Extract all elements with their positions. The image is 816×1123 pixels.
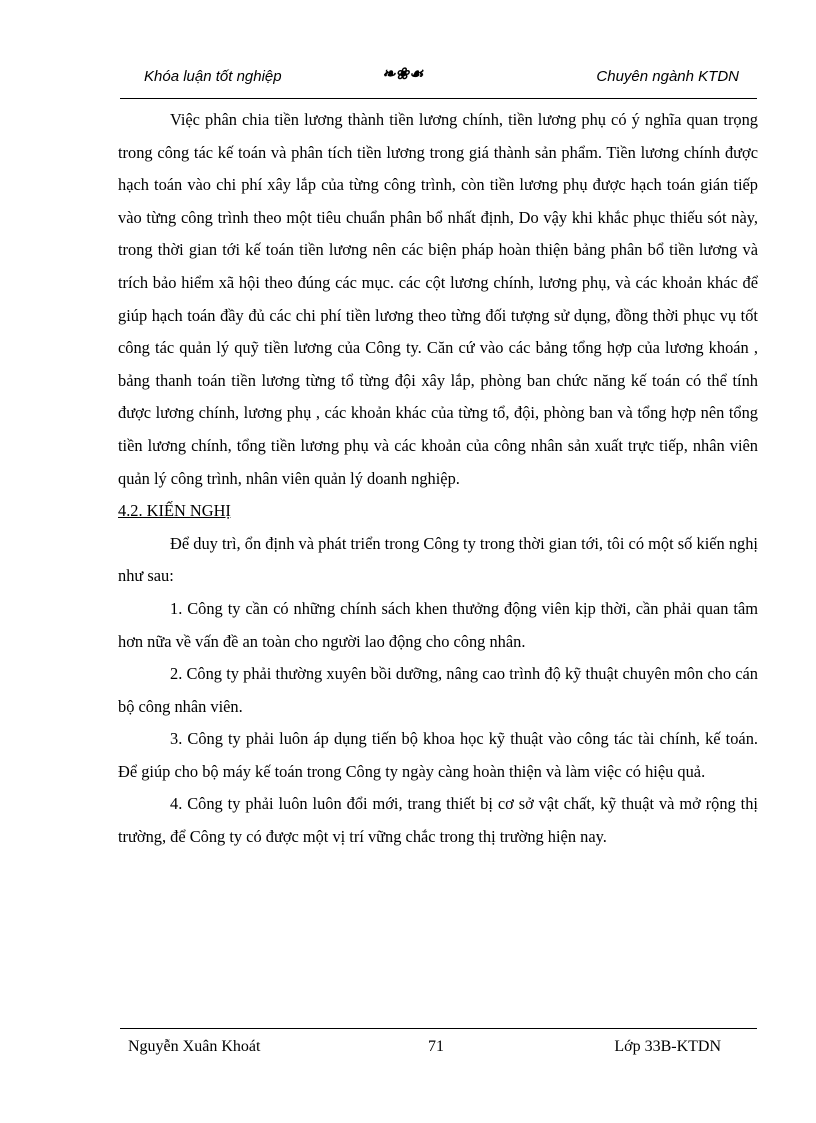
recommendation-item: 4. Công ty phải luôn luôn đổi mới, trang thiết bị cơ sở vật chất, kỹ thuật và mở rộng thị trường, để Công ty có được một vị trí vững chắc trong thị trường hiện nay. [118, 794, 758, 847]
header-ornament-icon: ❧❀☙ [382, 66, 424, 83]
footer-class: Lớp 33B-KTDN [614, 1038, 721, 1055]
page-number: 71 [428, 1038, 444, 1055]
document-body [118, 104, 758, 854]
recommendation-item: 1. Công ty cần có những chính sách khen thưởng động viên kịp thời, cần phải quan tâm hơn nữa về vấn đề an toàn cho người lao động cho công nhân. [118, 598, 758, 651]
paragraph-intro: Để duy trì, ổn định và phát triển trong Công ty trong thời gian tới, tôi có một số kiến nghị như sau: [118, 533, 758, 586]
footer-author: Nguyễn Xuân Khoát [128, 1038, 261, 1055]
header-major-label: Chuyên ngành KTDN [596, 68, 739, 85]
recommendation-item: 3. Công ty phải luôn áp dụng tiến bộ khoa học kỹ thuật vào công tác tài chính, kế toán. Để giúp cho bộ máy kế toán trong Công ty ngày càng hoàn thiện và làm việc có hiệu quả. [118, 729, 758, 781]
page-footer [120, 1028, 757, 1069]
header-thesis-label: Khóa luận tốt nghiệp [144, 68, 282, 85]
page-header [120, 62, 757, 99]
paragraph-salary-allocation: Việc phân chia tiền lương thành tiền lương chính, tiền lương phụ có ý nghĩa quan trọng trong công tác kế toán và phân tích tiền lương trong giá thành sản phẩm. Tiền lương chính được hạch toán vào chi phí xây lắp của từng công trình, còn tiền lương phụ được hạch toán gián tiếp vào từng công trình theo một tiêu chuẩn phân bổ nhất định, Do vậy khi khắc phục thiếu sót này, trong thời gian tới kế toán tiền lương nên các biện pháp hoàn thiện bảng phân bổ tiền lương và trích bảo hiểm xã hội theo đúng các mục. các cột lương chính, lương phụ, và các khoản khác để giúp hạch toán đầy đủ các chi phí tiền lương theo từng đối tượng sử dụng, đồng thời phục vụ tốt công tác quản lý quỹ tiền lương của Công ty. Căn cứ vào các bảng tổng hợp của lương khoán , bảng thanh toán tiền lương từng tổ từng đội xây lắp, phòng ban chức năng kế toán có thể tính được lương chính, lương phụ , các khoản khác của từng tổ, đội, phòng ban và tổng hợp nên tổng tiền lương chính, tổng tiền lương phụ và các khoản của công nhân sản xuất trực tiếp, nhân viên quản lý công trình, nhân viên quản lý doanh nghiệp. [118, 110, 758, 488]
section-heading: 4.2. KIẾN NGHỊ [118, 501, 231, 521]
recommendation-item: 2. Công ty phải thường xuyên bồi dưỡng, nâng cao trình độ kỹ thuật chuyên môn cho cán bộ công nhân viên. [118, 664, 758, 716]
